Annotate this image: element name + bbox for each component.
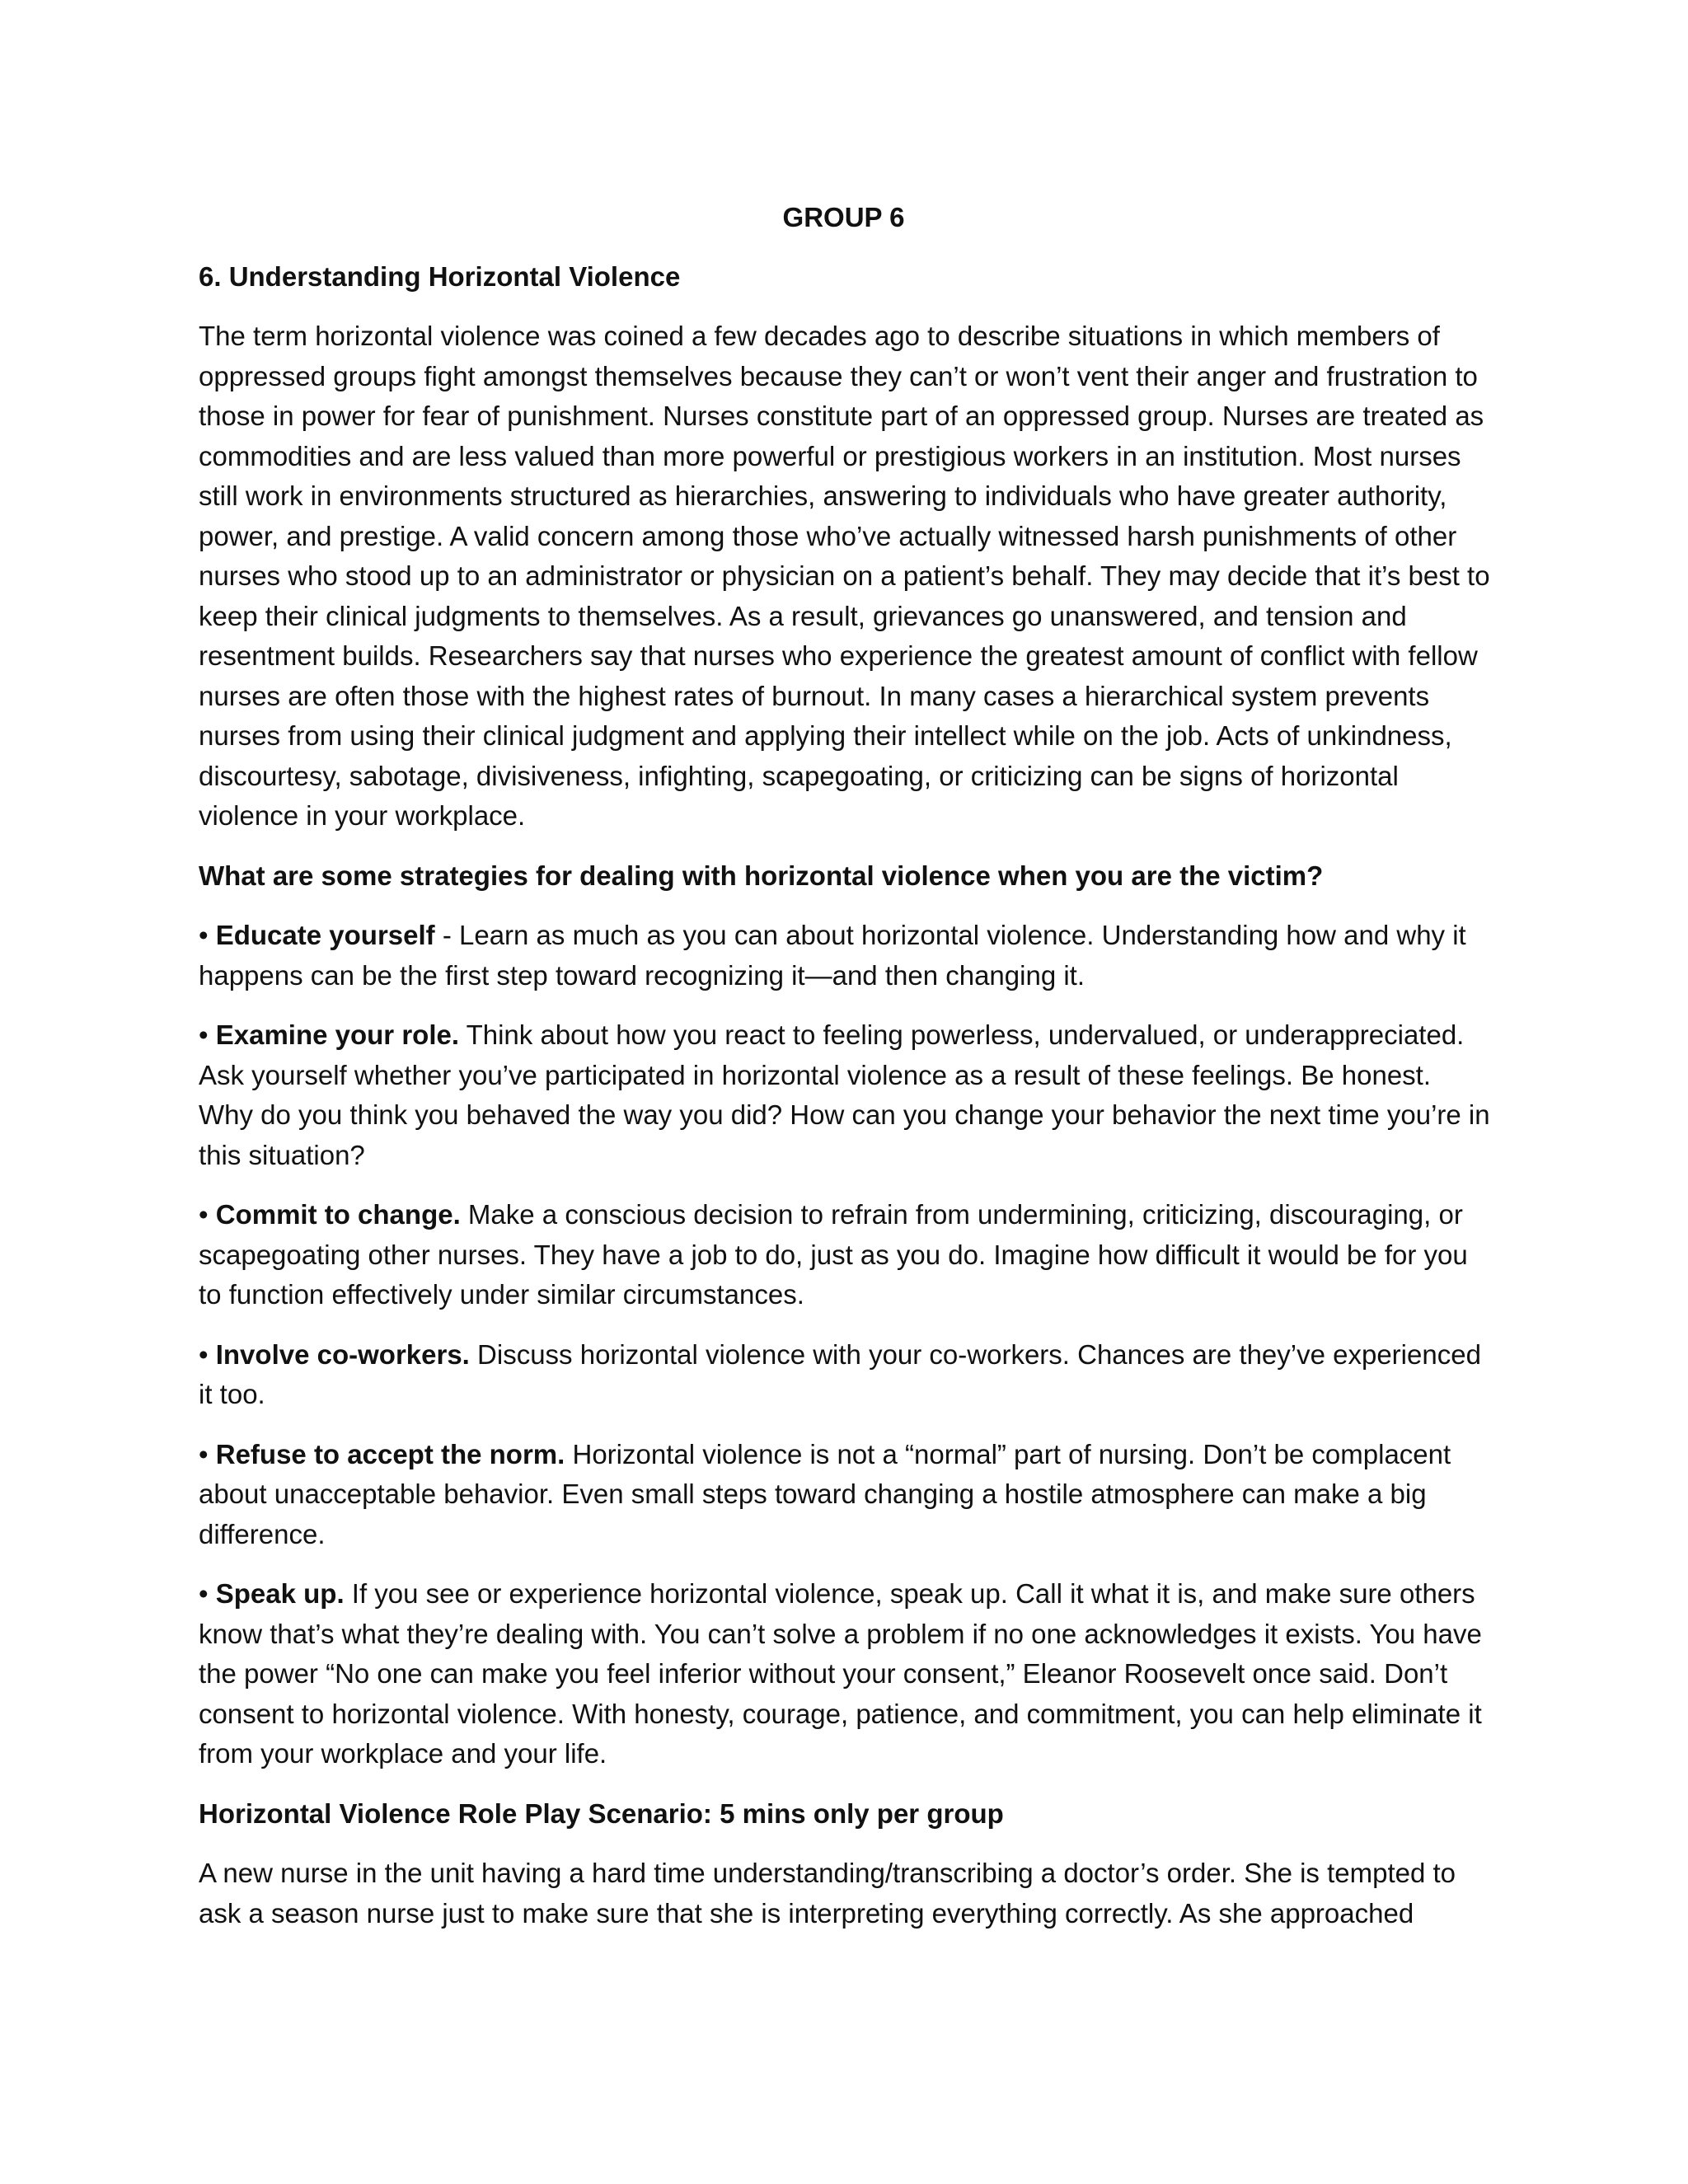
- strategy-text: If you see or experience horizontal violence, speak up. Call it what it is, and make sure others know that’s what they’re dealing with. You can’t solve a problem if no one acknowledges it exists. You have the power “No one can make you feel inferior without your consent,” Eleanor Roosevelt once said. Don’t consent to horizontal violence. With honesty, courage, patience, and commitment, you can help eliminate it from your workplace and your life.: [199, 1578, 1482, 1769]
- bullet-mark: •: [199, 1019, 209, 1050]
- strategy-item: [199, 1015, 1493, 1175]
- strategy-text: - Learn as much as you can about horizontal violence. Understanding how and why it happens can be the first step toward recognizing it—and then changing it.: [199, 920, 1466, 991]
- intro-paragraph: The term horizontal violence was coined a few decades ago to describe situations in which members of oppressed groups fight amongst themselves because they can’t or won’t vent their anger and frustration to those in power for fear of punishment. Nurses constitute part of an oppressed group. Nurses are treated as commodities and are less valued than more powerful or prestigious workers in an institution. Most nurses still work in environments structured as hierarchies, answering to individuals who have greater authority, power, and prestige. A valid concern among those who’ve actually witnessed harsh punishments of other nurses who stood up to an administrator or physician on a patient’s behalf. They may decide that it’s best to keep their clinical judgments to themselves. As a result, grievances go unanswered, and tension and resentment builds. Researchers say that nurses who experience the greatest amount of conflict with fellow nurses are often those with the highest rates of burnout. In many cases a hierarchical system prevents nurses from using their clinical judgment and applying their intellect while on the job. Acts of unkindness, discourtesy, sabotage, divisiveness, infighting, scapegoating, or criticizing can be signs of horizontal violence in your workplace.: [199, 321, 1490, 831]
- bullet-mark: •: [199, 1438, 209, 1469]
- bullet-mark: •: [199, 1338, 209, 1370]
- strategy-text: Horizontal violence is not a “normal” part of nursing. Don’t be complacent about unacceptable behavior. Even small steps toward changing a hostile atmosphere can make a big difference.: [199, 1438, 1451, 1549]
- strategy-term: Educate yourself: [215, 920, 435, 950]
- bullet-mark: •: [199, 920, 209, 950]
- strategy-item: [199, 1435, 1493, 1555]
- strategy-text: Think about how you react to feeling powerless, undervalued, or underappreciated. Ask yourself whether you’ve participated in horizontal violence as a result of these feelings. Be honest. Why do you think you behaved the way you did? How can you change your behavior the next time you’re in this situation?: [199, 1019, 1490, 1170]
- strategy-item: [199, 1335, 1493, 1415]
- group-heading: GROUP 6: [782, 202, 905, 232]
- document-content: [199, 198, 1493, 1953]
- strategy-text: Discuss horizontal violence with your co-workers. Chances are they’ve experienced it too.: [199, 1338, 1481, 1409]
- strategy-item: [199, 1195, 1493, 1315]
- scenario-paragraph: A new nurse in the unit having a hard time understanding/transcribing a doctor’s order. She is tempted to ask a season nurse just to make sure that she is interpreting everything correctly. As she approached: [199, 1858, 1456, 1929]
- strategy-term: Examine your role.: [215, 1019, 460, 1050]
- scenario-heading: Horizontal Violence Role Play Scenario: 5 mins only per group: [199, 1797, 1004, 1829]
- strategy-item: [199, 1574, 1493, 1774]
- strategy-term: Refuse to accept the norm.: [215, 1438, 565, 1469]
- strategy-text: Make a conscious decision to refrain from undermining, criticizing, discouraging, or scapegoating other nurses. They have a job to do, just as you do. Imagine how difficult it would be for you to function effectively under similar circumstances.: [199, 1199, 1468, 1310]
- section-heading: 6. Understanding Horizontal Violence: [199, 260, 681, 292]
- strategy-term: Speak up.: [215, 1578, 345, 1609]
- strategy-term: Commit to change.: [215, 1199, 461, 1230]
- bullet-mark: •: [199, 1578, 209, 1609]
- bullet-mark: •: [199, 1199, 209, 1230]
- strategy-item: [199, 916, 1493, 996]
- strategy-term: Involve co-workers.: [215, 1338, 470, 1370]
- strategies-heading: What are some strategies for dealing with horizontal violence when you are the victim?: [199, 860, 1324, 891]
